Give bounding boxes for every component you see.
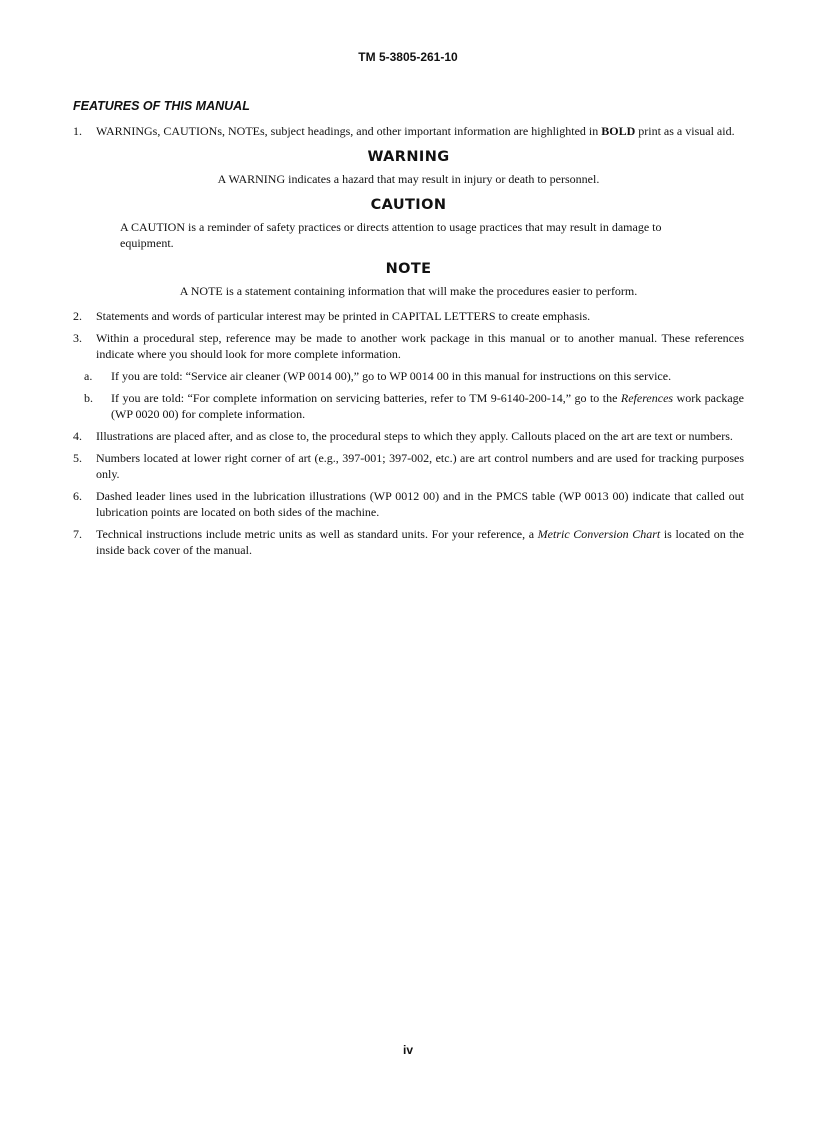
item-text-post: is located on the inside back cover of the manual.	[96, 527, 744, 557]
note-heading: NOTE	[385, 261, 432, 277]
item-text: Dashed leader lines used in the lubrication illustrations (WP 0012 00) and in the PMCS table (WP 0013 00) indicate that called out lubrication points are located on both sides of the machine.	[96, 489, 744, 519]
sub-item-text-italic: References	[620, 391, 674, 405]
sub-item-text-post: work package (WP 0020 00) for complete information.	[111, 391, 744, 421]
item-number: 6.	[73, 489, 82, 503]
list-item-4	[73, 428, 744, 444]
section-title: FEATURES OF THIS MANUAL	[73, 99, 250, 113]
sub-item-text: If you are told: “Service air cleaner (WP 0014 00),” go to WP 0014 00 in this manual for instructions on this service.	[111, 369, 672, 383]
item-text-bold: BOLD	[601, 124, 636, 138]
list-item-2	[73, 308, 744, 324]
list-item-3	[73, 330, 744, 362]
item-text-pre: Technical instructions include metric units as well as standard units. For your reference, a	[96, 527, 538, 541]
item-text-post: print as a visual aid.	[635, 124, 735, 138]
item-number: 1.	[73, 124, 82, 138]
warning-notice	[73, 149, 744, 187]
warning-text: A WARNING indicates a hazard that may result in injury or death to personnel.	[217, 172, 600, 186]
list-item-1	[73, 123, 744, 139]
sub-item-b	[73, 390, 744, 422]
item-text-italic: Metric Conversion Chart	[537, 527, 661, 541]
sub-item-letter: a.	[84, 369, 93, 383]
item-number: 7.	[73, 527, 82, 541]
item-text-pre: WARNINGs, CAUTIONs, NOTEs, subject headings, and other important information are highlighted in	[96, 124, 602, 138]
item-number: 5.	[73, 451, 82, 465]
item-number: 4.	[73, 429, 82, 443]
caution-text: A CAUTION is a reminder of safety practices or directs attention to usage practices that may result in damage to equipment.	[120, 220, 662, 250]
note-notice	[73, 261, 744, 299]
note-text: A NOTE is a statement containing information that will make the procedures easier to perform.	[179, 284, 638, 298]
item-number: 2.	[73, 309, 82, 323]
item-text: Statements and words of particular interest may be printed in CAPITAL LETTERS to create emphasis.	[96, 309, 591, 323]
item-text: Numbers located at lower right corner of art (e.g., 397-001; 397-002, etc.) are art control numbers and are used for tracking purposes only.	[96, 451, 744, 481]
sub-item-a	[73, 368, 744, 384]
document-number-header: TM 5-3805-261-10	[358, 50, 458, 64]
item-text: Within a procedural step, reference may be made to another work package in this manual or to another manual. These references indicate where you should look for more complete information.	[96, 331, 744, 361]
features-list	[73, 123, 744, 564]
sub-item-text-pre: If you are told: “For complete information on servicing batteries, refer to TM 9-6140-200-14,” go to the	[111, 391, 621, 405]
caution-heading: CAUTION	[370, 197, 447, 213]
item-text: Illustrations are placed after, and as close to, the procedural steps to which they apply. Callouts placed on the art are text or numbers.	[96, 429, 733, 443]
sub-item-letter: b.	[84, 391, 93, 405]
list-item-6	[73, 488, 744, 520]
warning-heading: WARNING	[367, 149, 450, 165]
list-item-7	[73, 526, 744, 558]
page-number: iv	[402, 1043, 413, 1057]
caution-notice	[73, 197, 744, 251]
list-item-5	[73, 450, 744, 482]
item-number: 3.	[73, 331, 82, 345]
